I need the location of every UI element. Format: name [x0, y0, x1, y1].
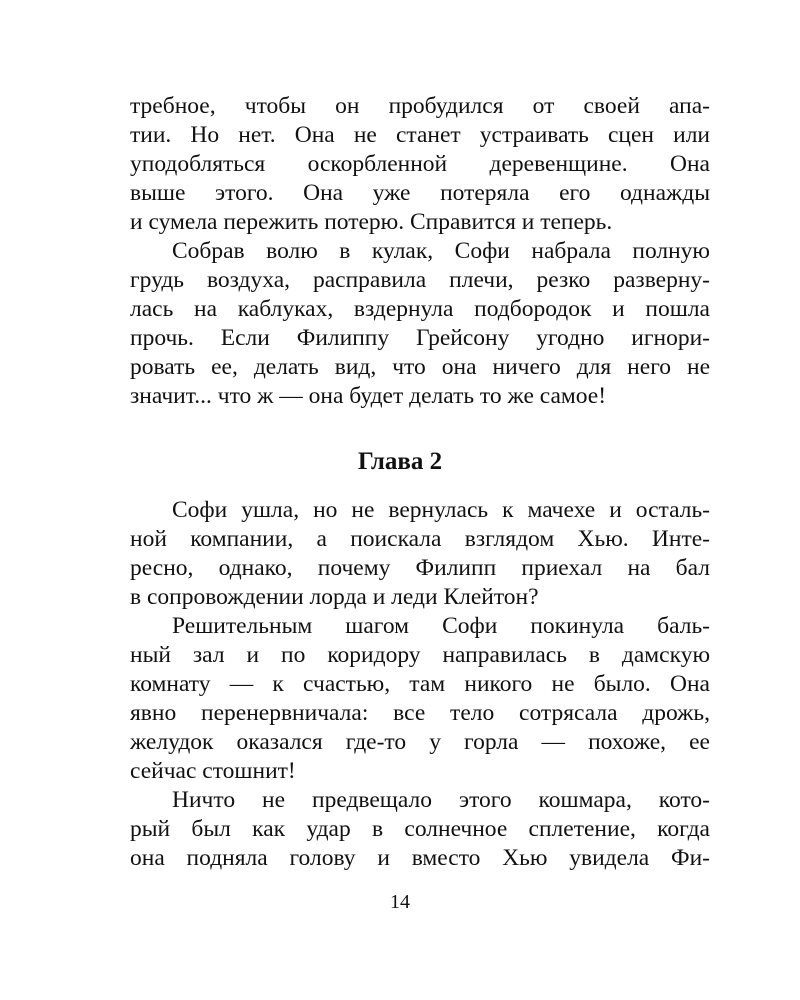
- text-line: тии. Но нет. Она не станет устраивать сцен или: [130, 122, 710, 148]
- text-line: требное, чтобы он пробудился от своей апа-: [130, 93, 710, 119]
- text-line: она подняла голову и вместо Хью увидела Фи-: [130, 845, 710, 871]
- page-number: 14: [390, 891, 410, 913]
- text-line: желудок оказался где-то у горла — похоже, ее: [130, 729, 710, 755]
- text-line: комнату — к счастью, там никого не было. Она: [130, 671, 710, 697]
- text-line: выше этого. Она уже потеряла его однажды: [130, 180, 710, 206]
- chapter-title: Глава 2: [357, 448, 443, 475]
- text-line: и сумела пережить потерю. Справится и теперь.: [130, 209, 613, 235]
- text-line: уподобляться оскорбленной деревенщине. Она: [130, 151, 710, 177]
- text-line: Софи ушла, но не вернулась к мачехе и осталь-: [172, 497, 710, 523]
- text-line: в сопровождении лорда и леди Клейтон?: [130, 584, 539, 610]
- text-line: Собрав волю в кулак, Софи набрала полную: [172, 238, 710, 264]
- text-line: прочь. Если Филиппу Грейсону угодно игнори-: [130, 325, 710, 351]
- text-line: ный зал и по коридору направилась в дамскую: [130, 642, 710, 668]
- text-line: ровать ее, делать вид, что она ничего для него не: [130, 354, 710, 380]
- text-line: грудь воздуха, расправила плечи, резко разверну-: [130, 267, 710, 293]
- text-line: сейчас стошнит!: [130, 758, 296, 784]
- text-line: явно перенервничала: все тело сотрясала дрожь,: [130, 700, 710, 726]
- text-line: лась на каблуках, вздернула подбородок и пошла: [130, 296, 710, 322]
- text-line: ресно, однако, почему Филипп приехал на бал: [130, 555, 710, 581]
- text-line: ной компании, а поискала взглядом Хью. Инте-: [130, 526, 710, 552]
- paragraph-block-top: [130, 92, 710, 411]
- text-line: Решительным шагом Софи покинула баль-: [172, 613, 710, 639]
- paragraph-block-bottom: [130, 496, 710, 873]
- text-line: Ничто не предвещало этого кошмара, кото-: [172, 787, 710, 813]
- text-line: значит... что ж — она будет делать то же самое!: [130, 383, 607, 409]
- text-line: рый был как удар в солнечное сплетение, когда: [130, 816, 710, 842]
